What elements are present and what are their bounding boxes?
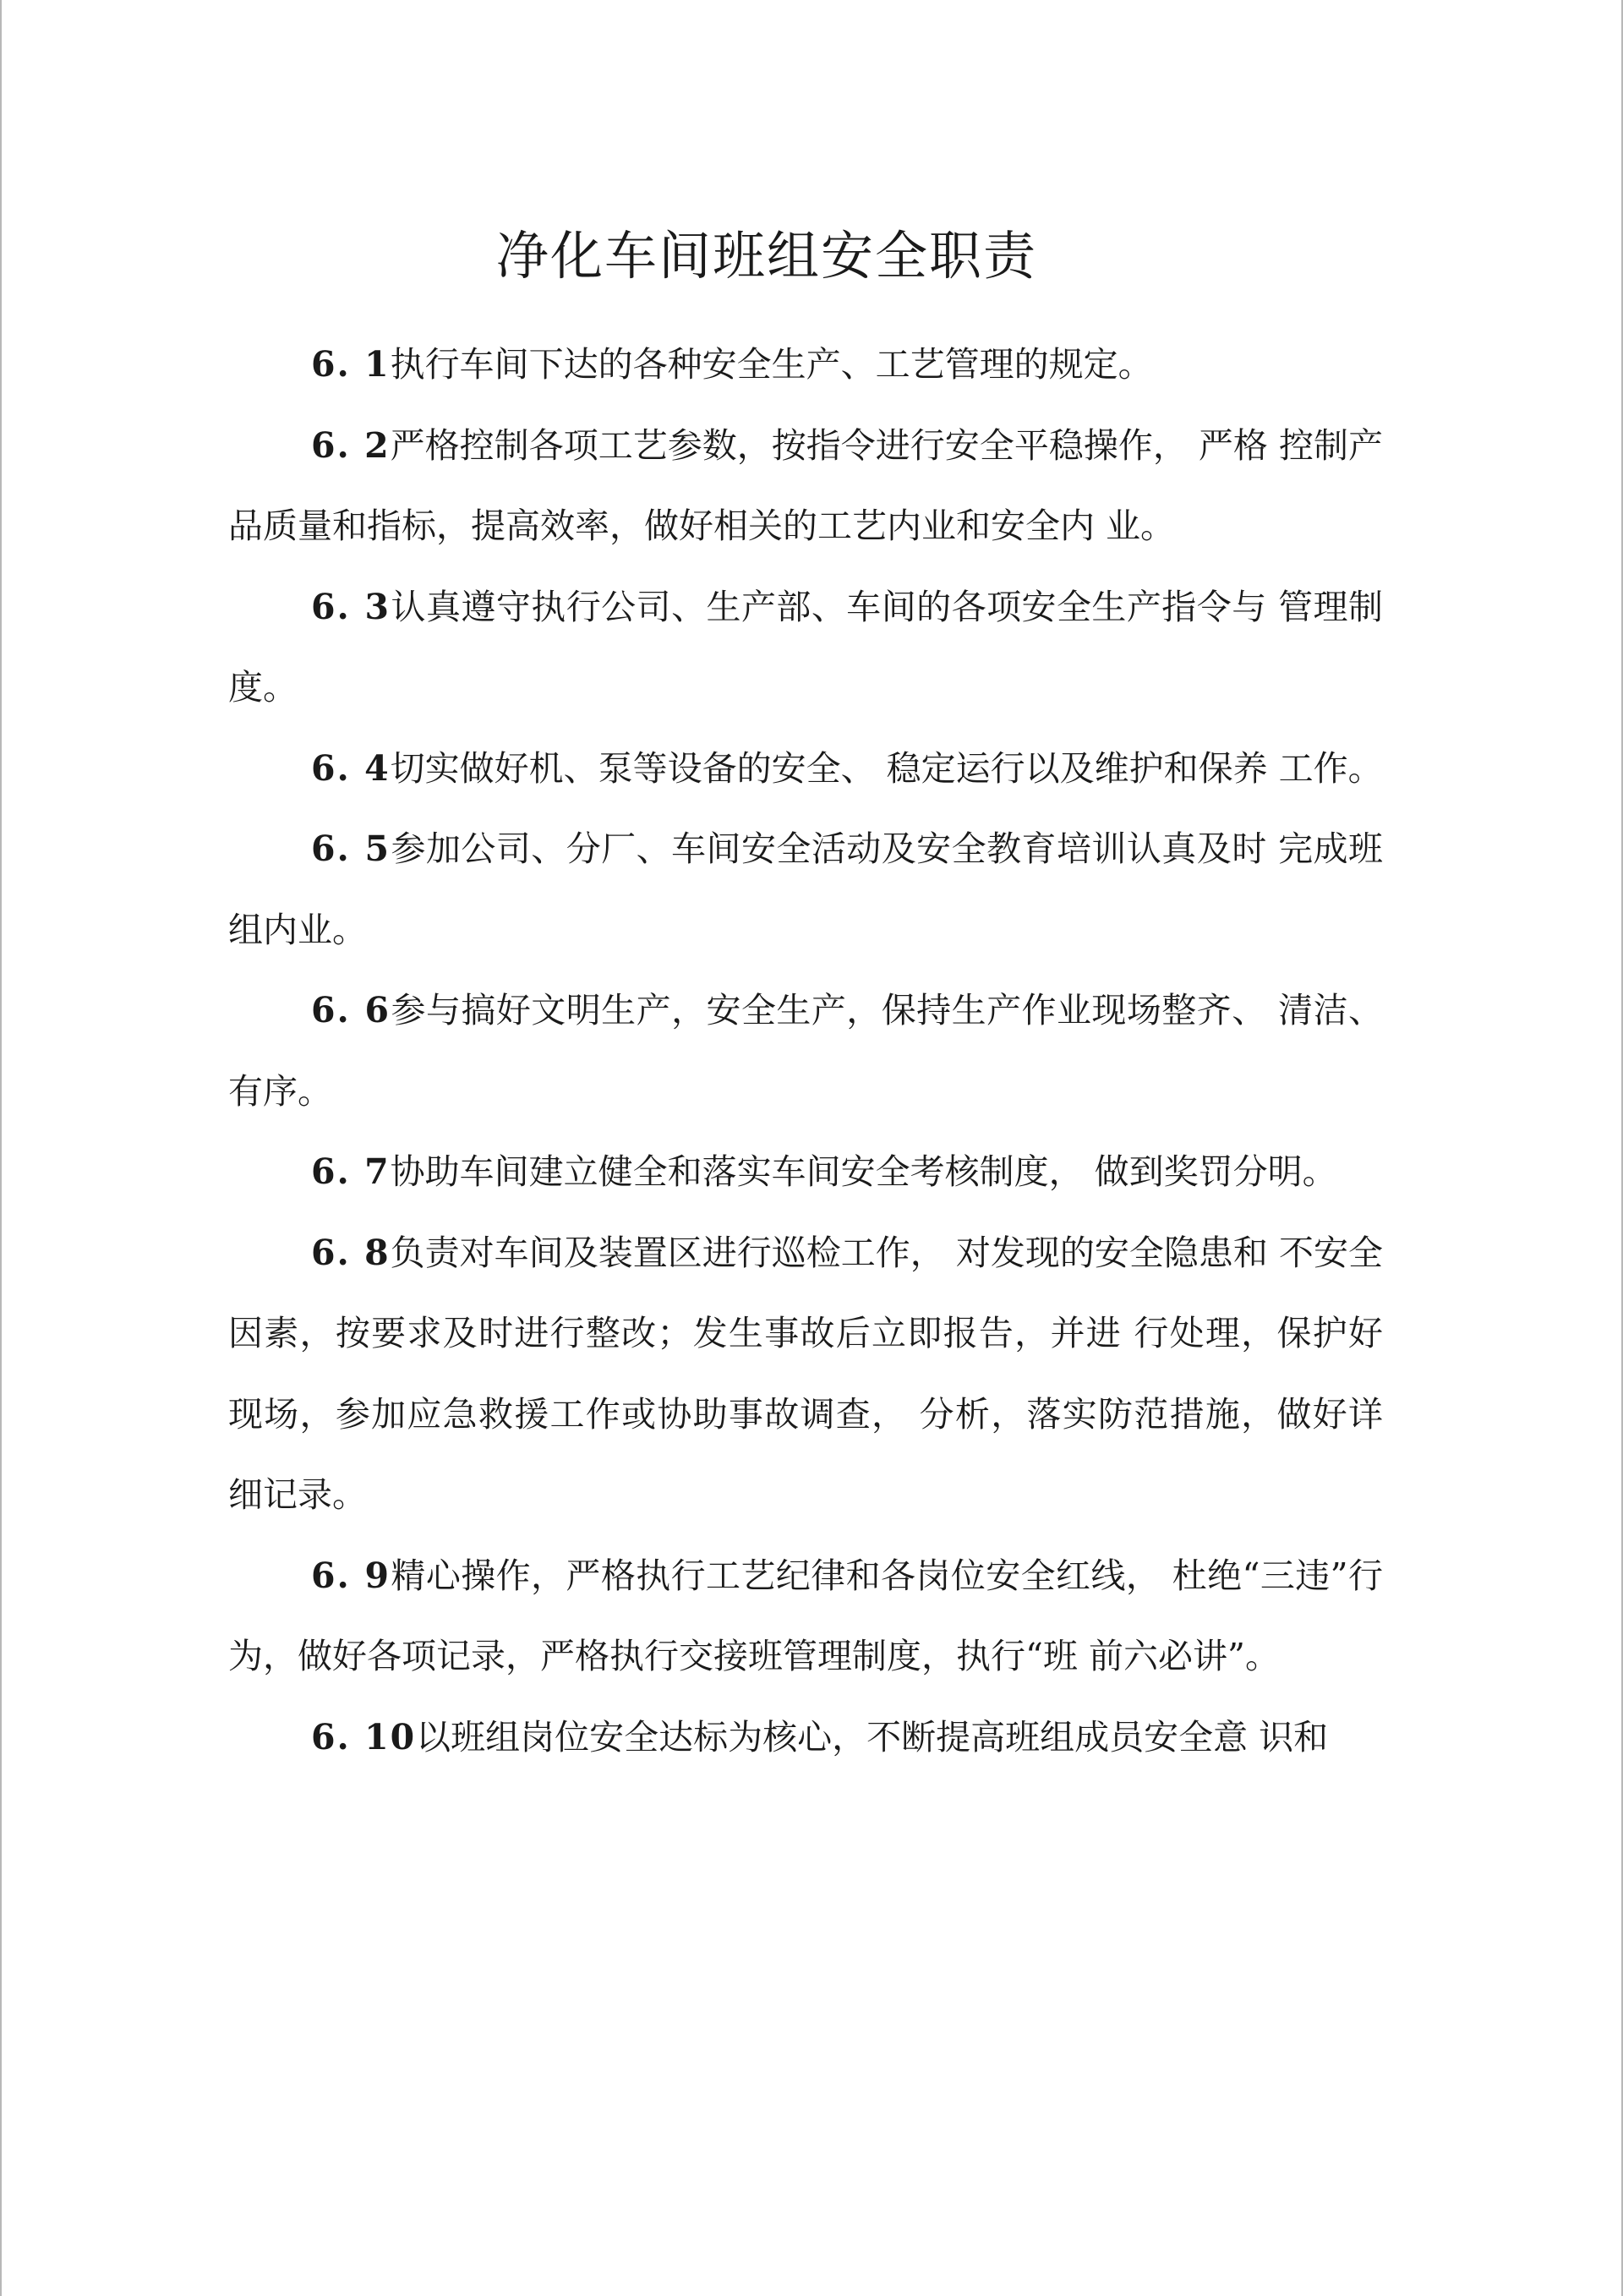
clause-number: 6. 3: [311, 586, 391, 627]
clause-6-3: [228, 567, 1383, 729]
clause-number: 6. 2: [311, 424, 391, 466]
clause-text: 参加公司、分厂、车间安全活动及安全教育培训认真及时 完成班组内业。: [228, 828, 1384, 950]
clause-number: 6. 10: [311, 1716, 417, 1758]
clause-number: 6. 5: [311, 828, 391, 869]
clause-6-8: [228, 1213, 1383, 1536]
clause-text: 切实做好机、泵等设备的安全、 稳定运行以及维护和保养 工作。: [390, 747, 1383, 789]
document-body: [228, 325, 1383, 1778]
clause-number: 6. 1: [311, 344, 391, 385]
clause-text: 执行车间下达的各种安全生产、工艺管理的规定。: [390, 344, 1153, 385]
clause-6-10: [228, 1697, 1383, 1779]
clause-number: 6. 6: [311, 990, 391, 1030]
clause-number: 6. 7: [311, 1151, 391, 1192]
clause-text: 严格控制各项工艺参数，按指令进行安全平稳操作， 严格 控制产品质量和指标，提高效率，做好相关的工艺内业和安全内 业。: [228, 424, 1384, 546]
clause-6-1: [228, 325, 1383, 406]
clause-6-4: [228, 729, 1383, 810]
clause-text: 协助车间建立健全和落实车间安全考核制度， 做到奖罚分明。: [390, 1151, 1337, 1192]
page-border-left: [0, 0, 2, 2296]
clause-6-5: [228, 809, 1383, 970]
clause-text: 认真遵守执行公司、生产部、车间的各项安全生产指令与 管理制度。: [228, 586, 1384, 708]
clause-6-6: [228, 970, 1383, 1132]
clause-text: 以班组岗位安全达标为核心，不断提高班组成员安全意 识和: [416, 1716, 1329, 1758]
clause-number: 6. 9: [311, 1555, 391, 1596]
clause-text: 精心操作，严格执行工艺纪律和各岗位安全红线， 杜绝“三违”行为，做好各项记录，严格执行交接班管理制度，执行“班 前六必讲”。: [228, 1555, 1384, 1676]
clause-text: 参与搞好文明生产，安全生产，保持生产作业现场整齐、 清洁、有序。: [228, 990, 1384, 1112]
clause-6-9: [228, 1536, 1383, 1697]
clause-number: 6. 4: [311, 747, 391, 789]
clause-6-7: [228, 1132, 1383, 1213]
clause-6-2: [228, 406, 1383, 567]
document-title: 净化车间班组安全职责: [495, 225, 1037, 287]
clause-number: 6. 8: [311, 1232, 391, 1273]
clause-text: 负责对车间及装置区进行巡检工作， 对发现的安全隐患和 不安全因素，按要求及时进行整改；发生事故后立即报告，并进 行处理，保护好现场，参加应急救援工作或协助事故调查， 分析，落实防范措施，做好详细记录。: [228, 1232, 1384, 1515]
